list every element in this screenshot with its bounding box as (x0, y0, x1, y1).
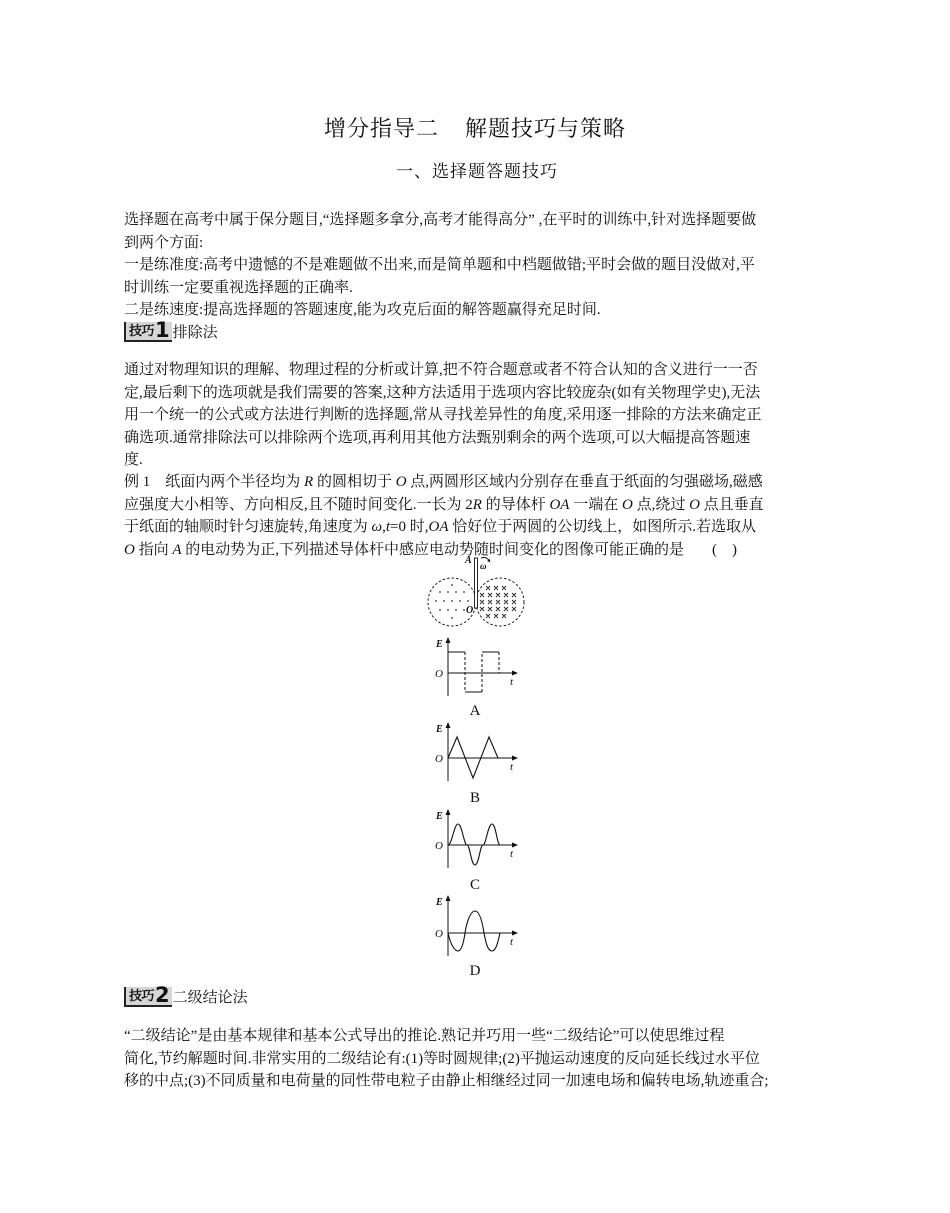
text-line: 例 1 纸面内两个半径均为 R 的圆相切于 O 点,两圆形区域内分别存在垂直于纸面的匀强磁场,磁感 (124, 474, 763, 490)
svg-text:ω: ω (480, 561, 487, 571)
conductor-rod (475, 558, 478, 608)
option-d-graph (430, 894, 522, 960)
text-line: 确选项.通常排除法可以排除两个选项,再利用其他方法甄别剩余的两个选项,可以大幅提高答题速 (124, 429, 751, 446)
option-a-label: A (469, 703, 481, 719)
svg-text:O: O (466, 605, 474, 616)
option-d-label: D (469, 963, 481, 979)
option-b-label: B (469, 790, 480, 806)
svg-text:O: O (435, 668, 443, 680)
skill-badge: 技巧 2 (124, 987, 172, 1007)
option-a-graph (430, 636, 522, 700)
title-part1: 增分指导二 (323, 116, 439, 141)
svg-text:t: t (510, 936, 514, 948)
svg-text:E: E (436, 724, 443, 735)
svg-text:O: O (435, 840, 443, 852)
text-line: 度. (124, 452, 143, 468)
text-line: 应强度大小相等、方向相反,且不随时间变化.一长为 2R 的导体杆 OA 一端在 O 点,绕过 O 点且垂直 (124, 496, 764, 513)
section-heading: 一、选择题答题技巧 (396, 162, 558, 181)
crosses-field-icon (480, 586, 516, 618)
text-line: 用一个统一的公式或方法进行判断的选择题,常从寻找差异性的角度,采用逐一排除的方法来确定正 (124, 407, 762, 423)
text-line: 定,最后剩下的选项就是我们需要的答案,这种方法适用于选项内容比较庞杂(如有关物理学史),无法 (124, 384, 761, 401)
skill-heading-2 (124, 983, 248, 1007)
svg-text:E: E (436, 639, 443, 650)
svg-text:A: A (465, 555, 472, 566)
skill-badge: 技巧 1 (124, 322, 172, 342)
intro-paragraph (124, 209, 830, 322)
option-c-graph (430, 808, 522, 872)
skill1-paragraph (124, 359, 830, 472)
skill2-paragraph (124, 1025, 830, 1093)
svg-text:E: E (436, 811, 443, 822)
text-line: “二级结论”是由基本规律和基本公式导出的推论.熟记并巧用一些“二级结论”可以使思维过程 (124, 1028, 725, 1044)
text-line: 通过对物理知识的理解、物理过程的分析或计算,把不符合题意或者不符合认知的含义进行一一否 (124, 362, 758, 378)
text-line: 二是练速度:提高选择题的答题速度,能为攻克后面的解答题赢得充足时间. (124, 302, 601, 318)
magnetic-field-figure (424, 552, 528, 632)
text-line: O 指向 A 的电动势为正,下列描述导体杆中感应电动势随时间变化的图像可能正确的是 ( ) (124, 541, 738, 558)
option-b-graph (430, 721, 522, 785)
text-line: 到两个方面: (124, 234, 204, 251)
option-c-label: C (469, 877, 480, 893)
example-1 (124, 471, 830, 561)
dots-field-icon (435, 584, 469, 619)
text-line: 简化,节约解题时间.非常实用的二级结论有:(1)等时圆规律;(2)平抛运动速度的反向延长线过水平位 (124, 1050, 760, 1067)
text-line: 于纸面的轴顺时针匀速旋转,角速度为 ω,t=0 时,OA 恰好位于两圆的公切线上，如图所示.若选取从 (124, 519, 757, 535)
skill-heading-1 (124, 318, 218, 342)
svg-text:t: t (510, 676, 514, 688)
skill-label: 排除法 (172, 325, 218, 341)
svg-text:O: O (435, 928, 443, 940)
text-line: 选择题在高考中属于保分题目,“选择题多拿分,高考才能得高分” ,在平时的训练中,针对选择题要做 (124, 212, 757, 228)
page-title (0, 112, 950, 143)
skill-label: 二级结论法 (172, 990, 248, 1006)
svg-text:t: t (510, 848, 514, 860)
svg-text:t: t (510, 761, 514, 773)
svg-text:O: O (435, 753, 443, 765)
svg-text:E: E (436, 897, 443, 908)
answer-blank: ( ) (712, 541, 738, 558)
text-line: 时训练一定要重视选择题的正确率. (124, 279, 353, 296)
text-line: 移的中点;(3)不同质量和电荷量的同性带电粒子由静止相继经过同一加速电场和偏转电场,轨迹重合; (124, 1073, 769, 1089)
text-line: 一是练准度:高考中遗憾的不是难题做不出来,而是简单题和中档题做错;平时会做的题目没做对,平 (124, 257, 755, 273)
title-part2: 解题技巧与策略 (465, 116, 627, 141)
